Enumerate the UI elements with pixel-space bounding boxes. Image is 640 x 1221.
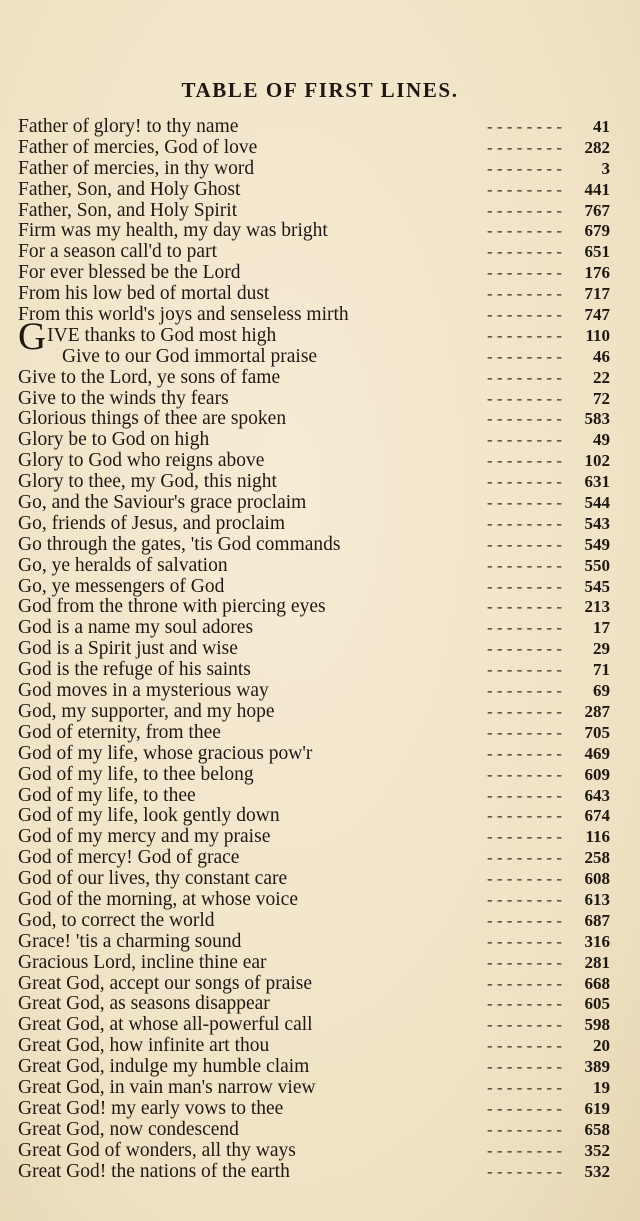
line-text: Great God, as seasons disappear <box>18 993 270 1015</box>
line-text: Give to our God immortal praise <box>62 345 318 367</box>
first-line-text <box>18 117 238 138</box>
line-text: Father of mercies, in thy word <box>18 157 255 179</box>
page-number: 549 <box>584 534 610 554</box>
page-number: 287 <box>584 701 610 721</box>
page-number: 20 <box>593 1036 610 1056</box>
first-line-entry <box>18 1015 610 1036</box>
line-text: God of my mercy and my praise <box>18 826 271 848</box>
page-number: 767 <box>584 200 610 220</box>
page-number: 619 <box>584 1098 610 1118</box>
first-line-text <box>18 1120 239 1141</box>
page-number: 176 <box>584 263 610 283</box>
first-line-entry <box>18 639 610 660</box>
page-number: 41 <box>593 117 610 136</box>
leader-dashes: - - - - - - - - <box>486 681 562 701</box>
first-line-entry <box>18 848 610 869</box>
first-line-entry <box>18 786 610 807</box>
line-text: God is a Spirit just and wise <box>18 638 238 660</box>
page-number: 110 <box>585 325 610 345</box>
page-number: 389 <box>584 1057 610 1077</box>
leader-dashes: - - - - - - - - <box>486 576 562 596</box>
line-text: Great God, indulge my humble claim <box>18 1056 310 1078</box>
leader-dashes: - - - - - - - - <box>486 451 562 471</box>
line-text: God moves in a mysterious way <box>18 680 269 702</box>
page-number: 213 <box>584 597 610 617</box>
page-number: 352 <box>584 1140 610 1160</box>
leader-dashes: - - - - - - - - <box>486 513 562 533</box>
page-number: 687 <box>584 910 610 930</box>
line-text: Great God, in vain man's narrow view <box>18 1076 316 1098</box>
first-line-entry <box>18 242 610 263</box>
leader-dashes: - - - - - - - - <box>486 325 562 345</box>
page-number: 609 <box>584 764 610 784</box>
leader-dashes: - - - - - - - - <box>486 555 562 575</box>
line-text: Great God, at whose all-powerful call <box>18 1014 313 1036</box>
line-text: Give to the Lord, ye sons of fame <box>18 366 281 388</box>
first-line-text <box>18 1141 296 1162</box>
first-line-entry <box>18 221 610 242</box>
page-number: 613 <box>584 889 610 909</box>
line-text: God of my life, look gently down <box>18 805 280 827</box>
leader-dashes: - - - - - - - - <box>486 263 562 283</box>
leader-dashes: - - - - - - - - <box>486 179 562 199</box>
leader-dashes: - - - - - - - - <box>486 701 562 721</box>
page-number: 116 <box>585 827 610 847</box>
first-line-text <box>18 911 215 932</box>
first-line-entry <box>18 765 610 786</box>
page-number: 598 <box>584 1015 610 1035</box>
line-text: God of eternity, from thee <box>18 721 221 743</box>
first-line-entry <box>18 1120 610 1141</box>
page-number: 608 <box>584 869 610 889</box>
first-line-text <box>18 1015 313 1036</box>
first-line-text <box>18 305 349 326</box>
leader-dashes: - - - - - - - - <box>486 931 562 951</box>
first-line-entry <box>18 1099 610 1120</box>
leader-dashes: - - - - - - - - <box>486 1057 562 1077</box>
leader-dashes: - - - - - - - - <box>486 889 562 909</box>
first-line-entry <box>18 159 610 180</box>
page-number: 550 <box>584 555 610 575</box>
first-line-text <box>18 201 237 222</box>
first-line-text <box>18 639 238 660</box>
leader-dashes: - - - - - - - - <box>486 284 562 304</box>
first-line-text <box>18 242 217 263</box>
first-line-entry <box>18 1162 610 1183</box>
page-number: 469 <box>584 743 610 763</box>
page-number: 668 <box>584 973 610 993</box>
first-line-entry <box>18 535 610 556</box>
page-number: 643 <box>584 785 610 805</box>
first-line-text <box>18 493 306 514</box>
leader-dashes: - - - - - - - - <box>486 973 562 993</box>
first-line-entry <box>18 180 610 201</box>
first-line-entry <box>18 974 610 995</box>
first-line-entry <box>18 556 610 577</box>
leader-dashes: - - - - - - - - <box>486 618 562 638</box>
line-text: God of our lives, thy constant care <box>18 868 288 890</box>
first-line-entry <box>18 347 610 368</box>
first-line-entry <box>18 138 610 159</box>
leader-dashes: - - - - - - - - <box>486 806 562 826</box>
first-line-text <box>18 451 264 472</box>
leader-dashes: - - - - - - - - <box>486 869 562 889</box>
line-text: God of the morning, at whose voice <box>18 888 298 910</box>
page-number: 22 <box>593 367 610 387</box>
line-text: From this world's joys and senseless mirth <box>18 304 349 326</box>
page-number: 747 <box>584 305 610 325</box>
first-line-entry <box>18 660 610 681</box>
leader-dashes: - - - - - - - - <box>486 743 562 763</box>
first-line-text <box>18 472 277 493</box>
page-number: 49 <box>593 430 610 450</box>
leader-dashes: - - - - - - - - <box>486 117 562 136</box>
first-line-entry <box>18 890 610 911</box>
leader-dashes: - - - - - - - - <box>486 785 562 805</box>
leader-dashes: - - - - - - - - <box>486 430 562 450</box>
line-text: For ever blessed be the Lord <box>18 262 241 284</box>
first-line-entry <box>18 201 610 222</box>
leader-dashes: - - - - - - - - <box>486 534 562 554</box>
line-text: Go, friends of Jesus, and proclaim <box>18 512 285 534</box>
page-number: 69 <box>593 681 610 701</box>
page-number: 583 <box>584 409 610 429</box>
page-number: 544 <box>584 493 610 513</box>
first-line-entry <box>18 597 610 618</box>
page-number: 679 <box>584 221 610 241</box>
first-line-entry <box>18 117 610 138</box>
first-line-text <box>18 660 251 681</box>
first-line-text <box>18 577 224 598</box>
line-text: Go, ye heralds of salvation <box>18 554 228 576</box>
first-line-text <box>18 180 240 201</box>
leader-dashes: - - - - - - - - <box>486 660 562 680</box>
page-number: 441 <box>584 179 610 199</box>
line-text: Go, and the Saviour's grace proclaim <box>18 492 307 514</box>
page-number: 545 <box>584 576 610 596</box>
leader-dashes: - - - - - - - - <box>486 388 562 408</box>
page-number: 631 <box>584 472 610 492</box>
first-line-text <box>62 347 317 368</box>
first-line-text <box>18 1099 283 1120</box>
first-line-text <box>18 263 241 284</box>
page-number: 17 <box>593 618 610 638</box>
first-line-entry <box>18 263 610 284</box>
first-line-entry <box>18 806 610 827</box>
first-line-entry <box>18 389 610 410</box>
first-line-entry <box>18 1078 610 1099</box>
first-line-entry <box>18 472 610 493</box>
first-line-text <box>18 284 269 305</box>
first-line-text <box>18 389 229 410</box>
first-line-text <box>18 409 286 430</box>
first-line-text <box>18 221 328 242</box>
line-text: Great God, accept our songs of praise <box>18 972 313 994</box>
first-line-entry <box>18 618 610 639</box>
first-line-text <box>18 848 239 869</box>
leader-dashes: - - - - - - - - <box>486 994 562 1014</box>
line-text: From his low bed of mortal dust <box>18 283 270 305</box>
line-text: Grace! 'tis a charming sound <box>18 930 242 952</box>
line-text: Great God of wonders, all thy ways <box>18 1139 296 1161</box>
line-text: God of my life, to thee <box>18 784 196 806</box>
leader-dashes: - - - - - - - - <box>486 827 562 847</box>
page-number: 29 <box>593 639 610 659</box>
first-line-text <box>18 723 221 744</box>
first-line-text <box>18 744 312 765</box>
leader-dashes: - - - - - - - - <box>486 158 562 178</box>
line-text: Great God! the nations of the earth <box>18 1160 290 1182</box>
first-line-entry <box>18 953 610 974</box>
leader-dashes: - - - - - - - - <box>486 305 562 325</box>
first-line-text <box>18 827 270 848</box>
first-line-entry <box>18 430 610 451</box>
first-line-text <box>18 974 312 995</box>
first-line-text <box>18 806 280 827</box>
leader-dashes: - - - - - - - - <box>486 764 562 784</box>
line-text: God of mercy! God of grace <box>18 847 240 869</box>
first-line-text <box>18 430 209 451</box>
leader-dashes: - - - - - - - - <box>486 200 562 220</box>
line-text: Great God, how infinite art thou <box>18 1035 270 1057</box>
page-number: 46 <box>593 346 610 366</box>
line-text: Glory to thee, my God, this night <box>18 471 277 493</box>
page-number: 651 <box>584 242 610 262</box>
line-text: God, my supporter, and my hope <box>18 700 275 722</box>
leader-dashes: - - - - - - - - <box>486 493 562 513</box>
leader-dashes: - - - - - - - - <box>486 910 562 930</box>
first-line-entry <box>18 994 610 1015</box>
first-line-text <box>18 1057 309 1078</box>
leader-dashes: - - - - - - - - <box>486 472 562 492</box>
line-text: God, to correct the world <box>18 909 215 931</box>
line-text: Give to the winds thy fears <box>18 387 229 409</box>
first-line-entry <box>18 932 610 953</box>
first-line-entry <box>18 409 610 430</box>
first-line-entry <box>18 1057 610 1078</box>
first-line-text <box>18 702 274 723</box>
first-line-text <box>18 765 254 786</box>
first-line-entry <box>18 681 610 702</box>
line-text: God from the throne with piercing eyes <box>18 596 326 618</box>
first-line-entry <box>18 1036 610 1057</box>
first-line-entry <box>18 305 610 326</box>
leader-dashes: - - - - - - - - <box>486 409 562 429</box>
line-text: Glory be to God on high <box>18 429 210 451</box>
first-line-entry <box>18 723 610 744</box>
first-line-text <box>18 556 228 577</box>
first-line-entry <box>18 744 610 765</box>
line-text: Father, Son, and Holy Ghost <box>18 178 241 200</box>
line-text: Glorious things of thee are spoken <box>18 408 287 430</box>
page-number: 705 <box>584 722 610 742</box>
leader-dashes: - - - - - - - - <box>486 639 562 659</box>
line-text: Firm was my health, my day was bright <box>18 220 328 242</box>
page-number: 717 <box>584 284 610 304</box>
leader-dashes: - - - - - - - - <box>486 1036 562 1056</box>
leader-dashes: - - - - - - - - <box>486 367 562 387</box>
leader-dashes: - - - - - - - - <box>486 952 562 972</box>
leader-dashes: - - - - - - - - <box>486 346 562 366</box>
first-line-text <box>18 1078 316 1099</box>
line-text: God is the refuge of his saints <box>18 659 251 681</box>
line-text: Father, Son, and Holy Spirit <box>18 199 238 221</box>
line-text: God of my life, whose gracious pow'r <box>18 742 313 764</box>
page-number: 282 <box>584 137 610 157</box>
line-text: Great God! my early vows to thee <box>18 1097 284 1119</box>
first-line-entry <box>18 493 610 514</box>
page-number: 72 <box>593 388 610 408</box>
line-text: Great God, now condescend <box>18 1118 239 1140</box>
line-text: Go, ye messengers of God <box>18 575 225 597</box>
line-text: Father of mercies, God of love <box>18 136 258 158</box>
page-number: 316 <box>584 931 610 951</box>
line-text: Glory to God who reigns above <box>18 450 265 472</box>
page-number: 658 <box>584 1119 610 1139</box>
first-line-entry <box>18 284 610 305</box>
page-heading: TABLE OF FIRST LINES. <box>181 78 459 102</box>
leader-dashes: - - - - - - - - <box>486 1161 562 1181</box>
first-line-entry <box>18 827 610 848</box>
line-text: For a season call'd to part <box>18 241 217 263</box>
page-number: 281 <box>584 952 610 972</box>
leader-dashes: - - - - - - - - <box>486 1077 562 1097</box>
first-line-text <box>18 535 341 556</box>
first-line-text <box>18 314 277 358</box>
page-number: 102 <box>584 451 610 471</box>
first-line-text <box>18 514 285 535</box>
line-text: Go through the gates, 'tis God commands <box>18 533 341 555</box>
line-text: God of my life, to thee belong <box>18 763 254 785</box>
leader-dashes: - - - - - - - - <box>486 1119 562 1139</box>
page-number: 258 <box>584 848 610 868</box>
first-line-text <box>18 953 267 974</box>
leader-dashes: - - - - - - - - <box>486 221 562 241</box>
leader-dashes: - - - - - - - - <box>486 242 562 262</box>
page-number: 532 <box>584 1161 610 1181</box>
first-line-text <box>18 786 196 807</box>
drop-initial: G <box>18 314 47 358</box>
page-number: 543 <box>584 513 610 533</box>
first-line-text <box>18 597 326 618</box>
first-line-entry <box>18 869 610 890</box>
first-line-text <box>18 368 280 389</box>
leader-dashes: - - - - - - - - <box>486 1098 562 1118</box>
first-lines-list <box>18 117 610 1182</box>
first-line-entry <box>18 702 610 723</box>
first-line-text <box>18 1036 269 1057</box>
first-line-text <box>18 869 287 890</box>
page-number: 674 <box>584 806 610 826</box>
line-text: IVE thanks to God most high <box>47 324 277 346</box>
first-line-text <box>18 1162 290 1183</box>
first-line-text <box>18 890 298 911</box>
first-line-text <box>18 618 253 639</box>
page-number: 19 <box>593 1077 610 1097</box>
first-line-text <box>18 138 257 159</box>
leader-dashes: - - - - - - - - <box>486 597 562 617</box>
first-line-text <box>18 994 270 1015</box>
first-line-entry <box>18 577 610 598</box>
line-text: Father of glory! to thy name <box>18 116 239 137</box>
line-text: Gracious Lord, incline thine ear <box>18 951 267 973</box>
first-line-entry <box>18 911 610 932</box>
first-line-entry <box>18 451 610 472</box>
leader-dashes: - - - - - - - - <box>486 1015 562 1035</box>
first-line-entry <box>18 1141 610 1162</box>
page-number: 3 <box>601 158 610 178</box>
first-line-text <box>18 932 241 953</box>
first-line-entry <box>18 514 610 535</box>
leader-dashes: - - - - - - - - <box>486 1140 562 1160</box>
first-line-entry <box>18 368 610 389</box>
line-text: God is a name my soul adores <box>18 617 254 639</box>
page-number: 71 <box>593 660 610 680</box>
page-number: 605 <box>584 994 610 1014</box>
leader-dashes: - - - - - - - - <box>486 848 562 868</box>
first-line-text <box>18 159 254 180</box>
first-line-text <box>18 681 269 702</box>
leader-dashes: - - - - - - - - <box>486 722 562 742</box>
leader-dashes: - - - - - - - - <box>486 137 562 157</box>
